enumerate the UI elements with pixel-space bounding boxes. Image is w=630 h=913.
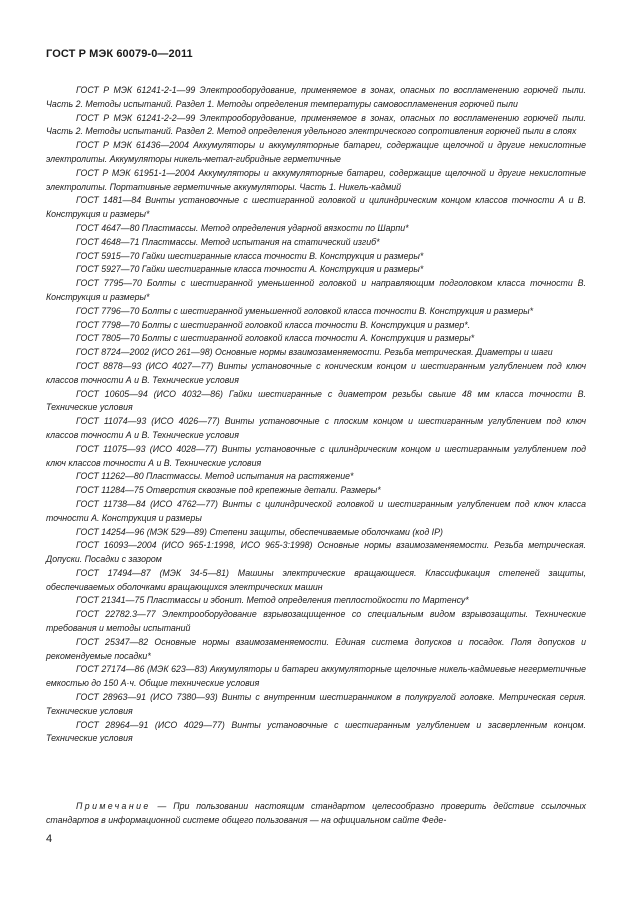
page-header-title: ГОСТ Р МЭК 60079-0—2011 (46, 48, 193, 60)
references-list (46, 84, 586, 746)
reference-entry: ГОСТ 10605—94 (ИСО 4032—86) Гайки шестигранные с диаметром резьбы свыше 48 мм класса точности В. Технические условия (46, 388, 586, 413)
reference-entry: ГОСТ 7798—70 Болты с шестигранной головкой класса точности В. Конструкция и размер*. (76, 319, 471, 330)
reference-entry: ГОСТ 7805—70 Болты с шестигранной головкой класса точности А. Конструкция и размеры* (76, 333, 475, 344)
reference-entry: ГОСТ 5927—70 Гайки шестигранные класса точности А. Конструкция и размеры* (76, 264, 424, 275)
reference-entry: ГОСТ Р МЭК 61436—2004 Аккумуляторы и аккумуляторные батареи, содержащие щелочной и другие некислотные электролиты. Аккумуляторы никель-метал-гибридные герметичные (46, 140, 586, 164)
reference-entry: ГОСТ Р МЭК 61951-1—2004 Аккумуляторы и аккумуляторные батареи, содержащие щелочной и другие некислотные электролиты. Портативные герметичные аккумуляторы. Часть 1. Никель-кадмий (46, 167, 586, 192)
reference-entry: ГОСТ 11074—93 (ИСО 4026—77) Винты установочные с плоским концом и шестигранным углублением под ключ классов точности А и В. Технические условия (46, 416, 586, 440)
reference-entry: ГОСТ 28963—91 (ИСО 7380—93) Винты с внутренним шестигранником в полукруглой головке. Метрическая серия. Технические условия (46, 692, 586, 716)
reference-entry: ГОСТ Р МЭК 61241-2-1—99 Электрооборудование, применяемое в зонах, опасных по воспламенению горючей пыли. Часть 2. Методы испытаний. Раздел 1. Методы определения температуры самовоспламенения горючей пыли (46, 85, 586, 109)
reference-entry: ГОСТ Р МЭК 61241-2-2—99 Электрооборудование, применяемое в зонах, опасных по воспламенению горючей пыли. Часть 2. Методы испытаний. Раздел 2. Метод определения удельного электрического сопротивления горючей пыли в слоях (46, 112, 586, 137)
reference-entry: ГОСТ 5915—70 Гайки шестигранные класса точности В. Конструкция и размеры* (76, 250, 424, 261)
reference-entry: ГОСТ 1481—84 Винты установочные с шестигранной головкой и цилиндрическим концом классов точности А и В. Конструкция и размеры* (46, 195, 586, 220)
reference-entry: ГОСТ 14254—96 (МЭК 529—89) Степени защиты, обеспечиваемые оболочками (код IP) (76, 526, 443, 537)
reference-entry: ГОСТ 28964—91 (ИСО 4029—77) Винты установочные с шестигранным углублением и засверленным концом. Технические условия (46, 719, 586, 744)
reference-entry: ГОСТ 8724—2002 (ИСО 261—98) Основные нормы взаимозаменяемости. Резьба метрическая. Диаметры и шаги (76, 347, 553, 358)
reference-entry: ГОСТ 11284—75 Отверстия сквозные под крепежные детали. Размеры* (76, 485, 381, 496)
page-number: 4 (46, 833, 53, 845)
reference-entry: ГОСТ 17494—87 (МЭК 34-5—81) Машины электрические вращающиеся. Классификация степеней защиты, обеспечиваемых оболочками вращающихся электрических машин (46, 567, 586, 592)
reference-entry: ГОСТ 4648—71 Пластмассы. Метод испытания на статический изгиб* (76, 236, 380, 247)
reference-entry: ГОСТ 7796—70 Болты с шестигранной уменьшенной головкой класса точности В. Конструкция и размеры* (76, 305, 534, 316)
reference-entry: ГОСТ 11262—80 Пластмассы. Метод испытания на растяжение* (76, 471, 354, 482)
note-text: — При пользовании настоящим стандартом целесообразно проверить действие ссылочных стандартов в информационной системе общего пользования — на официальном сайте Феде- (46, 801, 586, 825)
footnote-note (46, 800, 586, 828)
reference-entry: ГОСТ 27174—86 (МЭК 623—83) Аккумуляторы и батареи аккумуляторные щелочные никель-кадмиевые негерметичные емкостью до 150 А·ч. Общие технические условия (46, 664, 586, 689)
reference-entry: ГОСТ 21341—75 Пластмассы и эбонит. Метод определения теплостойкости по Мартенсу* (76, 595, 469, 606)
reference-entry: ГОСТ 7795—70 Болты с шестигранной уменьшенной головкой и направляющим подголовком класса точности В. Конструкция и размеры* (46, 278, 586, 302)
reference-entry: ГОСТ 25347—82 Основные нормы взаимозаменяемости. Единая система допусков и посадок. Поля допусков и рекомендуемые посадки* (46, 636, 586, 661)
reference-entry: ГОСТ 4647—80 Пластмассы. Метод определения ударной вязкости по Шарпи* (76, 222, 409, 233)
reference-entry: ГОСТ 16093—2004 (ИСО 965-1:1998, ИСО 965-3:1998) Основные нормы взаимозаменяемости. Резьба метрическая. Допуски. Посадки с зазором (46, 540, 586, 565)
reference-entry: ГОСТ 8878—93 (ИСО 4027—77) Винты установочные с коническим концом и шестигранным углублением под ключ классов точности А и В. Технические условия (46, 360, 586, 385)
reference-entry: ГОСТ 11738—84 (ИСО 4762—77) Винты с цилиндрической головкой и шестигранным углублением под ключ класса точности А. Конструкция и размеры (46, 498, 586, 523)
note-label: Примечание (76, 801, 151, 811)
reference-entry: ГОСТ 11075—93 (ИСО 4028—77) Винты установочные с цилиндрическим концом и шестигранным углублением под ключ классов точности А и В. Технические условия (46, 443, 586, 468)
reference-entry: ГОСТ 22782.3—77 Электрооборудование взрывозащищенное со специальным видом взрывозащиты. Технические требования и методы испытаний (46, 609, 586, 634)
